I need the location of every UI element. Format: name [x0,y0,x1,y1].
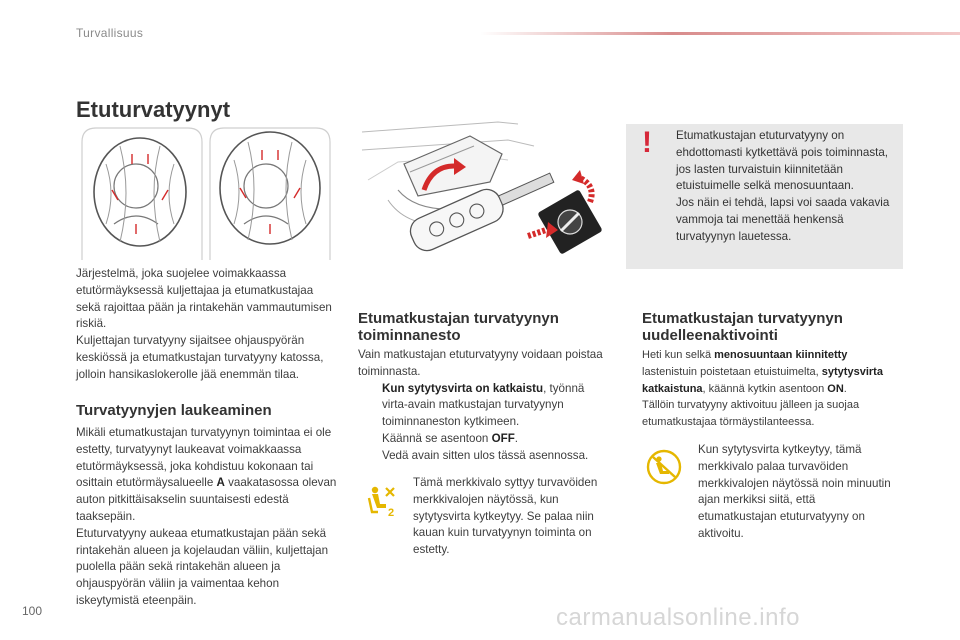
reactivation-indicator-note: Kun sytytysvirta kytkeytyy, tämä merkkivalo palaa turvavöiden merkkivalojen näytössä noin minuutin ajan merkiksi siitä, että etumatkustajan etuturvatyyny on aktivoitu. [698,443,891,540]
header-accent-bar [480,32,960,35]
intro-paragraph-2: Kuljettajan turvatyyny sijaitsee ohjauspyörän keskiössä ja etumatkustajan turvatyyny katossa, jolloin hansikaslokerolle jää enemmän tilaa. [76,334,324,381]
deploy-heading: Turvatyynyjen laukeaminen [76,402,272,419]
deactivation-steps [358,381,608,465]
svg-text:2: 2 [388,507,395,518]
deactivation-heading: Etumatkustajan turvatyynyn toiminnanesto [358,310,559,344]
intro-text [76,266,338,384]
section-title: Turvallisuus [76,26,144,40]
deactivation-indicator-note: Tämä merkkivalo syttyy turvavöiden merkkivalojen näytössä, kun sytytysvirta kytkeytyy. Se palaa niin kauan kuin turvatyynyn toiminta on estetty. [413,476,598,557]
reactivation-paragraph-2: Tällöin turvatyyny aktivoituu jälleen ja suojaa etumatkustajaa törmäystilanteessa. [642,399,860,429]
deploy-text [76,425,340,610]
deactivation-step-3: Vedä avain sitten ulos tässä asennossa. [382,448,589,462]
key-switch-illustration [358,120,608,300]
warning-icon: ! [642,126,652,159]
zone-label: A [216,476,225,490]
deactivation-intro: Vain matkustajan etuturvatyyny voidaan poistaa toiminnasta. [358,348,603,378]
reactivation-paragraph-1: Heti kun selkä menosuuntaan kiinnitetty lastenistuin poistetaan etuistuimelta, sytytysvirta katkaistuna, käännä kytkin asentoon ON. [642,349,883,395]
warning-text [676,128,898,246]
deactivation-step-2: Käännä se asentoon OFF. [382,431,519,445]
reactivation-text [642,347,904,431]
deactivation-step-1: Kun sytytysvirta on katkaistu, työnnä virta-avain matkustajan turvatyynyn toiminnaneston kytkimeen. [382,381,585,429]
intro-paragraph-1: Järjestelmä, joka suojelee voimakkaassa etutörmäyksessä kuljettajaa ja etumatkustajaa sekä rajoittaa pään ja rintakehän vammautumisen riskiä. [76,267,332,331]
airbag-on-indicator-icon [646,449,682,485]
warning-line-1: Etumatkustajan etuturvatyyny on ehdottomasti kytkettävä pois toiminnasta, jos lasten turvaistuin kiinnitetään etuistuimelle selkä menosuuntaan. [676,129,889,193]
airbag-off-indicator-icon [364,484,398,518]
deploy-paragraph-2: Etuturvatyyny aukeaa etumatkustajan pään sekä rintakehän alueen ja kojelaudan väliin, kuljettajan puolella pään sekä rintakehän alueen ja ohjauspyörän väliin ja vaimentaa kehon iskeytymistä eteenpäin. [76,526,329,607]
deploy-paragraph-1: Mikäli etumatkustajan turvatyynyn toimintaa ei ole estetty, turvatyynyt laukeavat voimakkaassa etutörmäyksessä, joka kohdistuu kokonaan tai osittain etutörmäysalueelle A vaakatasossa olevan auton pitkittäisakselin suuntaisesti edestä taaksepäin. [76,426,337,523]
page-title: Etuturvatyynyt [76,97,231,122]
warning-line-2: Jos näin ei tehdä, lapsi voi saada vakavia vammoja tai menettää henkensä turvatyynyn lauetessa. [676,196,890,243]
page-number: 100 [22,604,43,618]
warning-box [626,124,903,269]
watermark: carmanualsonline.info [556,604,800,631]
deactivation-text [358,347,608,465]
reactivation-heading: Etumatkustajan turvatyynyn uudelleenaktivointi [642,310,843,344]
airbag-illustration [76,124,334,260]
